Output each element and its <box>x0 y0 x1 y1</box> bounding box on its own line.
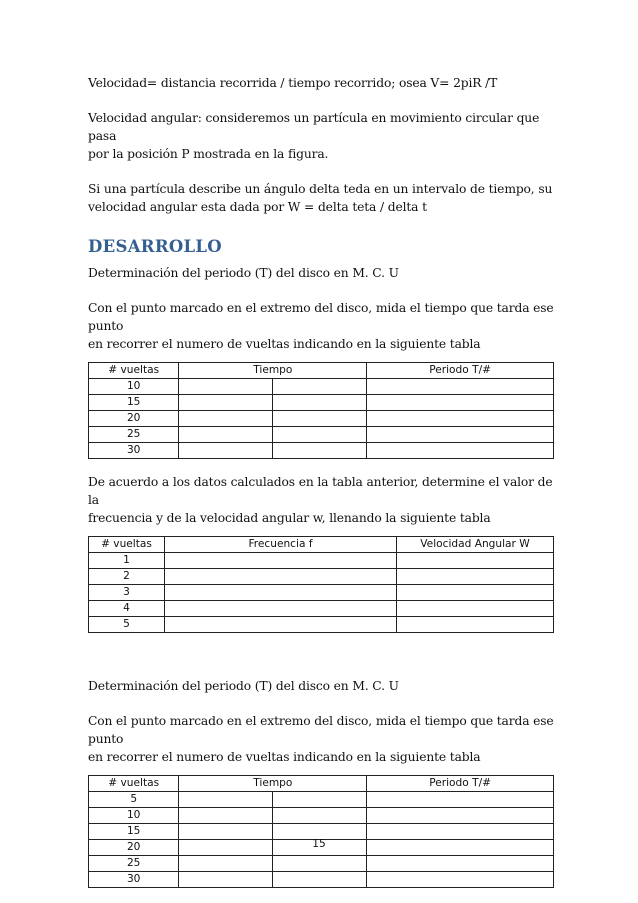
period-table-2 <box>88 775 554 888</box>
empty-cell[interactable] <box>367 395 554 411</box>
header-cell: Periodo T/# <box>367 776 554 792</box>
table-row <box>89 553 554 569</box>
empty-cell[interactable] <box>397 617 554 633</box>
frequency-instruction-line-2: frecuencia y de la velocidad angular w, llenando la siguiente tabla <box>88 511 491 525</box>
empty-cell[interactable] <box>273 395 367 411</box>
table-row <box>89 443 554 459</box>
empty-cell[interactable] <box>179 808 273 824</box>
empty-cell[interactable] <box>273 443 367 459</box>
table-row <box>89 617 554 633</box>
vueltas-cell: 3 <box>89 585 165 601</box>
header-cell: Velocidad Angular W <box>397 537 554 553</box>
empty-cell[interactable] <box>165 585 397 601</box>
empty-cell[interactable] <box>273 792 367 808</box>
empty-cell[interactable] <box>165 601 397 617</box>
header-cell: # vueltas <box>89 537 165 553</box>
empty-cell[interactable] <box>273 379 367 395</box>
table-header-row <box>89 776 554 792</box>
vueltas-cell: 5 <box>89 617 165 633</box>
vueltas-cell: 30 <box>89 872 179 888</box>
table-row <box>89 792 554 808</box>
empty-cell[interactable] <box>165 569 397 585</box>
empty-cell[interactable] <box>179 395 273 411</box>
table-row <box>89 379 554 395</box>
vueltas-cell: 25 <box>89 427 179 443</box>
header-cell: # vueltas <box>89 363 179 379</box>
empty-cell[interactable] <box>397 553 554 569</box>
frequency-table <box>88 536 554 633</box>
section2-subtitle: Determinación del periodo (T) del disco en M. C. U <box>88 679 399 693</box>
angular-velocity-line-2: por la posición P mostrada en la figura. <box>88 147 329 161</box>
empty-cell[interactable] <box>179 411 273 427</box>
table-header-row <box>89 537 554 553</box>
empty-cell[interactable] <box>273 856 367 872</box>
velocity-definition: Velocidad= distancia recorrida / tiempo recorrido; osea V= 2piR /T <box>88 76 498 90</box>
table-row <box>89 395 554 411</box>
vueltas-cell: 20 <box>89 840 179 856</box>
vueltas-cell: 25 <box>89 856 179 872</box>
vueltas-cell: 1 <box>89 553 165 569</box>
empty-cell[interactable] <box>165 553 397 569</box>
table-row <box>89 808 554 824</box>
section-heading: DESARROLLO <box>88 237 222 256</box>
table-row <box>89 427 554 443</box>
vueltas-cell: 10 <box>89 808 179 824</box>
vueltas-cell: 2 <box>89 569 165 585</box>
section2-instruction-line-1: Con el punto marcado en el extremo del disco, mida el tiempo que tarda ese punto <box>88 714 554 746</box>
empty-cell[interactable] <box>367 856 554 872</box>
vueltas-cell: 10 <box>89 379 179 395</box>
vueltas-cell: 30 <box>89 443 179 459</box>
table-row <box>89 569 554 585</box>
empty-cell[interactable] <box>179 427 273 443</box>
vueltas-cell: 4 <box>89 601 165 617</box>
empty-cell[interactable] <box>367 411 554 427</box>
header-cell: Tiempo <box>179 776 367 792</box>
empty-cell[interactable] <box>273 427 367 443</box>
angular-definition-line-2: velocidad angular esta dada por W = delta teta / delta t <box>88 200 427 214</box>
vueltas-cell: 20 <box>89 411 179 427</box>
table-row <box>89 585 554 601</box>
empty-cell[interactable] <box>397 585 554 601</box>
document-page <box>88 74 554 888</box>
header-cell: Frecuencia f <box>165 537 397 553</box>
section1-instruction-line-2: en recorrer el numero de vueltas indicando en la siguiente tabla <box>88 337 481 351</box>
section1-instruction-line-1: Con el punto marcado en el extremo del disco, mida el tiempo que tarda ese punto <box>88 301 554 333</box>
table-header-row <box>89 363 554 379</box>
angular-definition-line-1: Si una partícula describe un ángulo delta teda en un intervalo de tiempo, su <box>88 182 553 196</box>
empty-cell[interactable] <box>367 872 554 888</box>
empty-cell[interactable] <box>165 617 397 633</box>
empty-cell[interactable] <box>367 792 554 808</box>
empty-cell[interactable] <box>273 411 367 427</box>
table-row <box>89 872 554 888</box>
header-cell: Tiempo <box>179 363 367 379</box>
period-table-1 <box>88 362 554 459</box>
empty-cell[interactable] <box>179 872 273 888</box>
empty-cell[interactable] <box>367 808 554 824</box>
vueltas-cell: 15 <box>89 395 179 411</box>
empty-cell[interactable] <box>179 379 273 395</box>
header-cell: # vueltas <box>89 776 179 792</box>
empty-cell[interactable] <box>367 379 554 395</box>
empty-cell[interactable] <box>397 569 554 585</box>
vueltas-cell: 15 <box>89 824 179 840</box>
table-row <box>89 411 554 427</box>
empty-cell[interactable] <box>367 443 554 459</box>
section1-subtitle: Determinación del periodo (T) del disco en M. C. U <box>88 266 399 280</box>
empty-cell[interactable] <box>367 427 554 443</box>
page-number: 15 <box>312 838 326 850</box>
angular-velocity-line-1: Velocidad angular: consideremos un partícula en movimiento circular que pasa <box>88 111 540 143</box>
vueltas-cell: 5 <box>89 792 179 808</box>
frequency-instruction-line-1: De acuerdo a los datos calculados en la tabla anterior, determine el valor de la <box>88 475 553 507</box>
empty-cell[interactable] <box>273 872 367 888</box>
empty-cell[interactable] <box>397 601 554 617</box>
table-row <box>89 601 554 617</box>
table-row <box>89 856 554 872</box>
empty-cell[interactable] <box>179 792 273 808</box>
header-cell: Periodo T/# <box>367 363 554 379</box>
empty-cell[interactable] <box>179 443 273 459</box>
empty-cell[interactable] <box>179 856 273 872</box>
section2-instruction-line-2: en recorrer el numero de vueltas indicando en la siguiente tabla <box>88 750 481 764</box>
empty-cell[interactable] <box>273 808 367 824</box>
